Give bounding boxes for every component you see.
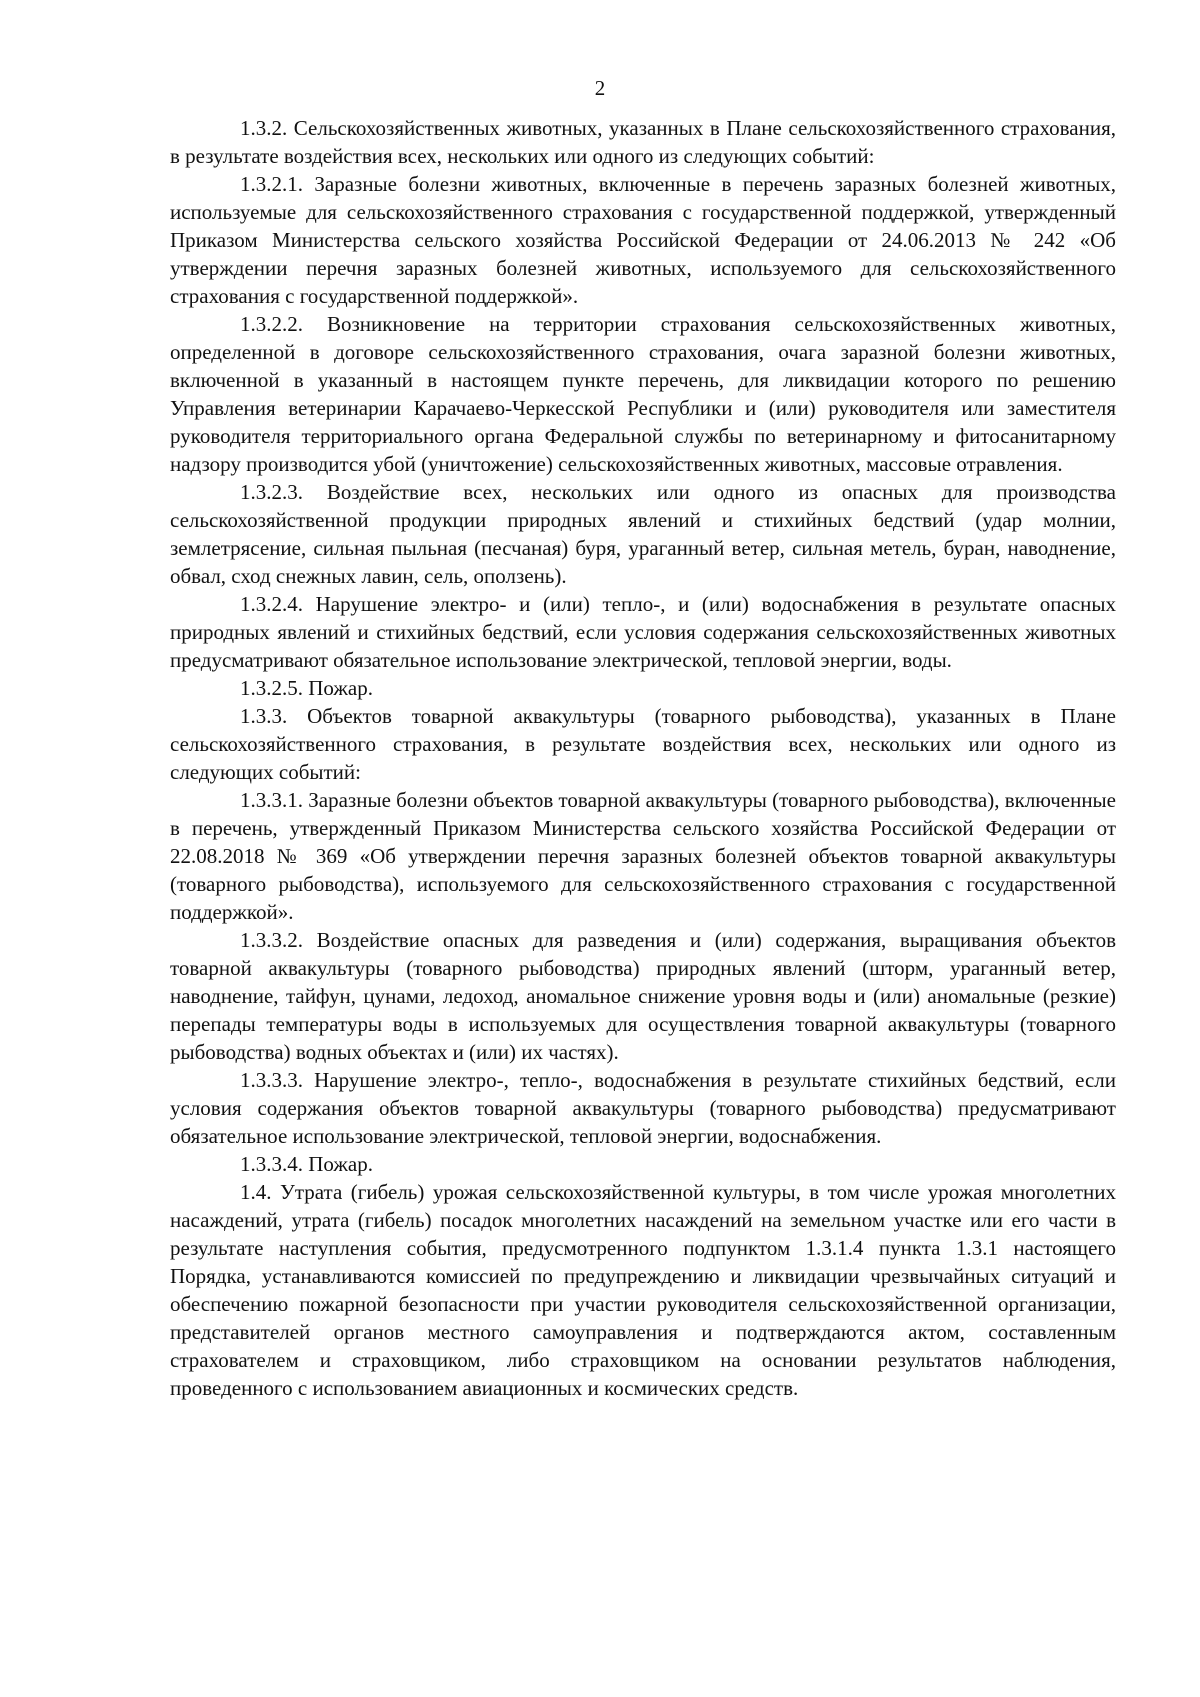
paragraph-1-3-3-4: 1.3.3.4. Пожар. bbox=[240, 1152, 373, 1176]
paragraph-1-3-3-3: 1.3.3.3. Нарушение электро-, тепло-, водоснабжения в результате стихийных бедствий, если условия содержания объектов товарной аквакультуры (товарного рыбоводства) предусматривают обязательное использование электрической, тепловой энергии, водоснабжения. bbox=[170, 1068, 1116, 1148]
paragraph-1-3-3-2: 1.3.3.2. Воздействие опасных для разведения и (или) содержания, выращивания объектов товарной аквакультуры (товарного рыбоводства) природных явлений (шторм, ураганный ветер, наводнение, тайфун, цунами, ледоход, аномальное снижение уровня воды и (или) аномальные (резкие) перепады температуры воды в используемых для осуществления товарной аквакультуры (товарного рыбоводства) водных объектах и (или) их частях). bbox=[170, 928, 1116, 1064]
paragraph-1-3-2-4: 1.3.2.4. Нарушение электро- и (или) тепло-, и (или) водоснабжения в результате опасных природных явлений и стихийных бедствий, если условия содержания сельскохозяйственных животных предусматривают обязательное использование электрической, тепловой энергии, воды. bbox=[170, 592, 1116, 672]
document-body bbox=[170, 114, 1116, 1402]
paragraph-1-3-2: 1.3.2. Сельскохозяйственных животных, указанных в Плане сельскохозяйственного страхования, в результате воздействия всех, нескольких или одного из следующих событий: bbox=[170, 116, 1116, 168]
paragraph-1-3-2-1: 1.3.2.1. Заразные болезни животных, включенные в перечень заразных болезней животных, используемые для сельскохозяйственного страхования с государственной поддержкой, утвержденный Приказом Министерства сельского хозяйства Российской Федерации от 24.06.2013 № 242 «Об утверждении перечня заразных болезней животных, используемого для сельскохозяйственного страхования с государственной поддержкой». bbox=[170, 172, 1116, 308]
paragraph-1-3-3: 1.3.3. Объектов товарной аквакультуры (товарного рыбоводства), указанных в Плане сельскохозяйственного страхования, в результате воздействия всех, нескольких или одного из следующих событий: bbox=[170, 704, 1116, 784]
paragraph-1-3-2-2: 1.3.2.2. Возникновение на территории страхования сельскохозяйственных животных, определенной в договоре сельскохозяйственного страхования, очага заразной болезни животных, включенной в указанный в настоящем пункте перечень, для ликвидации которого по решению Управления ветеринарии Карачаево-Черкесской Республики и (или) руководителя или заместителя руководителя территориального органа Федеральной службы по ветеринарному и фитосанитарному надзору производится убой (уничтожение) сельскохозяйственных животных, массовые отравления. bbox=[170, 312, 1116, 476]
page-number: 2 bbox=[594, 76, 606, 100]
paragraph-1-3-3-1: 1.3.3.1. Заразные болезни объектов товарной аквакультуры (товарного рыбоводства), включенные в перечень, утвержденный Приказом Министерства сельского хозяйства Российской Федерации от 22.08.2018 № 369 «Об утверждении перечня заразных болезней объектов товарной аквакультуры (товарного рыбоводства), используемого для сельскохозяйственного страхования с государственной поддержкой». bbox=[170, 788, 1116, 924]
paragraph-1-3-2-3: 1.3.2.3. Воздействие всех, нескольких или одного из опасных для производства сельскохозяйственной продукции природных явлений и стихийных бедствий (удар молнии, землетрясение, сильная пыльная (песчаная) буря, ураганный ветер, сильная метель, буран, наводнение, обвал, сход снежных лавин, сель, оползень). bbox=[170, 480, 1116, 588]
paragraph-1-3-2-5: 1.3.2.5. Пожар. bbox=[240, 676, 373, 700]
paragraph-1-4: 1.4. Утрата (гибель) урожая сельскохозяйственной культуры, в том числе урожая многолетних насаждений, утрата (гибель) посадок многолетних насаждений на земельном участке или его части в результате наступления события, предусмотренного подпунктом 1.3.1.4 пункта 1.3.1 настоящего Порядка, устанавливаются комиссией по предупреждению и ликвидации чрезвычайных ситуаций и обеспечению пожарной безопасности при участии руководителя сельскохозяйственной организации, представителей органов местного самоуправления и подтверждаются актом, составленным страхователем и страховщиком, либо страховщиком на основании результатов наблюдения, проведенного с использованием авиационных и космических средств. bbox=[170, 1180, 1116, 1400]
